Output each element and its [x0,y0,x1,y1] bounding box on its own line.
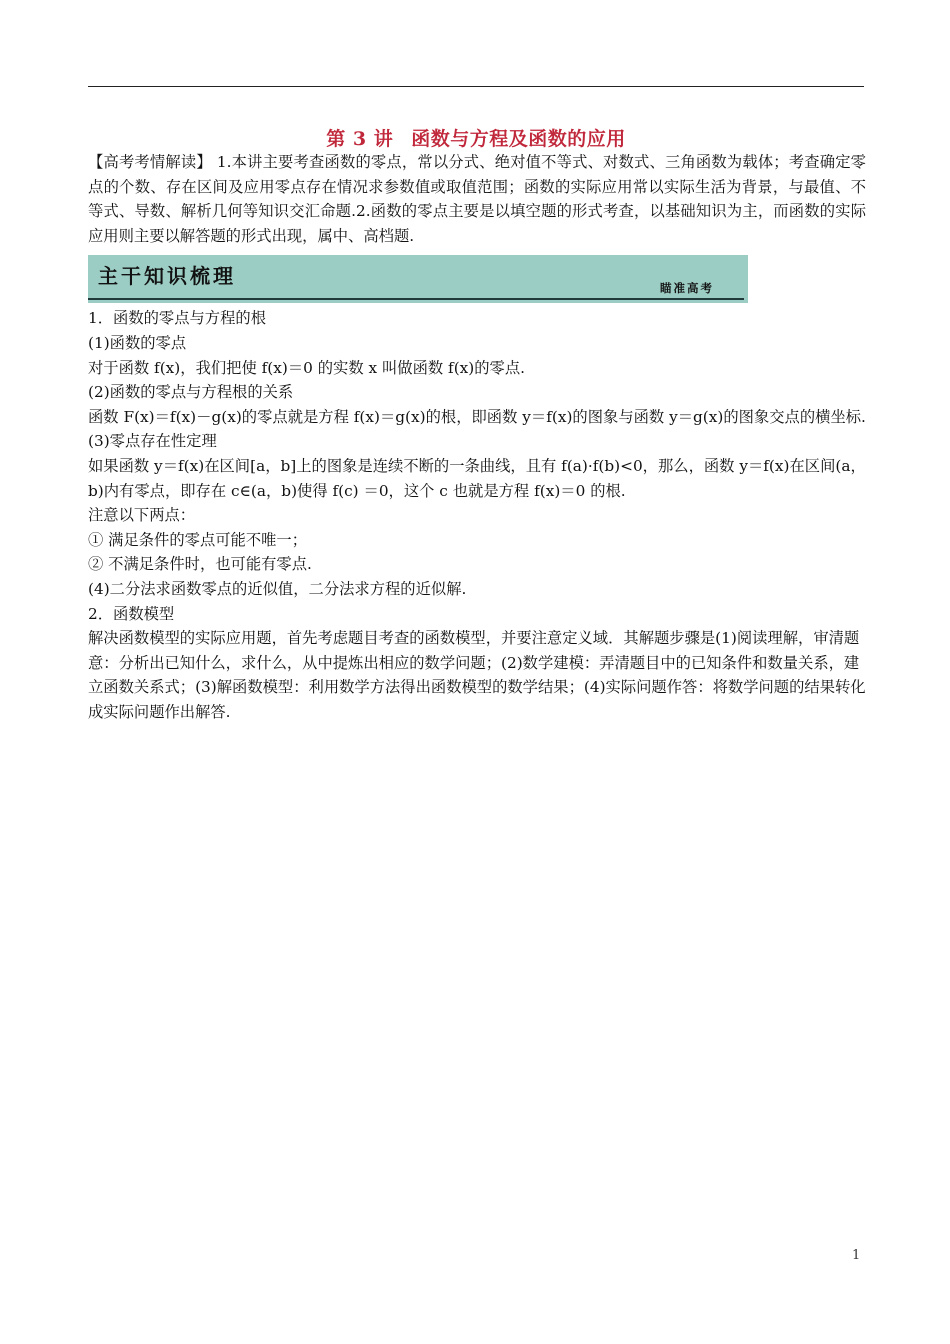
section-banner-subtitle: 瞄准高考 [660,281,714,296]
exam-analysis-label: 【高考考情解读】 [88,153,212,171]
header-rule [88,86,864,87]
section-heading-2: 2．函数模型 [88,604,175,623]
section-banner [88,255,748,303]
list-item: ② 不满足条件时，也可能有零点. [88,555,312,574]
subheading-existence-theorem: (3)零点存在性定理 [88,432,217,451]
subheading-zero-point: (1)函数的零点 [88,333,187,352]
text-line: 对于函数 f(x)，我们把使 f(x)＝0 的实数 x 叫做函数 f(x)的零点. [88,358,526,377]
content-body [88,150,866,724]
subheading-zero-root-relation: (2)函数的零点与方程根的关系 [88,383,294,402]
text-line: (4)二分法求函数零点的近似值，二分法求方程的近似解. [88,579,467,598]
text-line: 如果函数 y＝f(x)在区间[a，b]上的图象是连续不断的一条曲线，且有 f(a)·f(b)<0，那么，函数 y＝f(x)在区间(a，b)内有零点，即存在 c∈(a，b)使得 f(c) ＝0，这个 c 也就是方程 f(x)＝0 的根. [88,456,866,500]
banner-underline [88,298,744,300]
text-line: 解决函数模型的实际应用题，首先考虑题目考查的函数模型，并要注意定义域．其解题步骤是(1)阅读理解，审清题意：分析出已知什么，求什么，从中提炼出相应的数学问题；(2)数学建模：弄清题目中的已知条件和数量关系，建立函数关系式；(3)解函数模型：利用数学方法得出函数模型的数学结果；(4)实际问题作答：将数学问题的结果转化成实际问题作出解答. [88,629,866,721]
lecture-number: 第 3 讲 [326,128,394,150]
page-title [88,124,864,151]
section-banner-title: 主干知识梳理 [98,264,236,289]
page-number: 1 [852,1248,861,1263]
lecture-topic: 函数与方程及函数的应用 [411,128,626,150]
text-line: 函数 F(x)＝f(x)－g(x)的零点就是方程 f(x)＝g(x)的根，即函数 y＝f(x)的图象与函数 y＝g(x)的图象交点的横坐标. [88,407,866,426]
section-heading-1: 1．函数的零点与方程的根 [88,309,266,328]
exam-analysis-paragraph [88,150,866,248]
exam-analysis-text: 1.本讲主要考查函数的零点，常以分式、绝对值不等式、对数式、三角函数为载体；考查确定零点的个数、存在区间及应用零点存在情况求参数值或取值范围；函数的实际应用常以实际生活为背景，与最值、不等式、导数、解析几何等知识交汇命题.2.函数的零点主要是以填空题的形式考查，以基础知识为主，而函数的实际应用则主要以解答题的形式出现，属中、高档题. [88,153,866,245]
list-item: ① 满足条件的零点可能不唯一； [88,530,308,549]
text-line: 注意以下两点： [88,506,196,525]
